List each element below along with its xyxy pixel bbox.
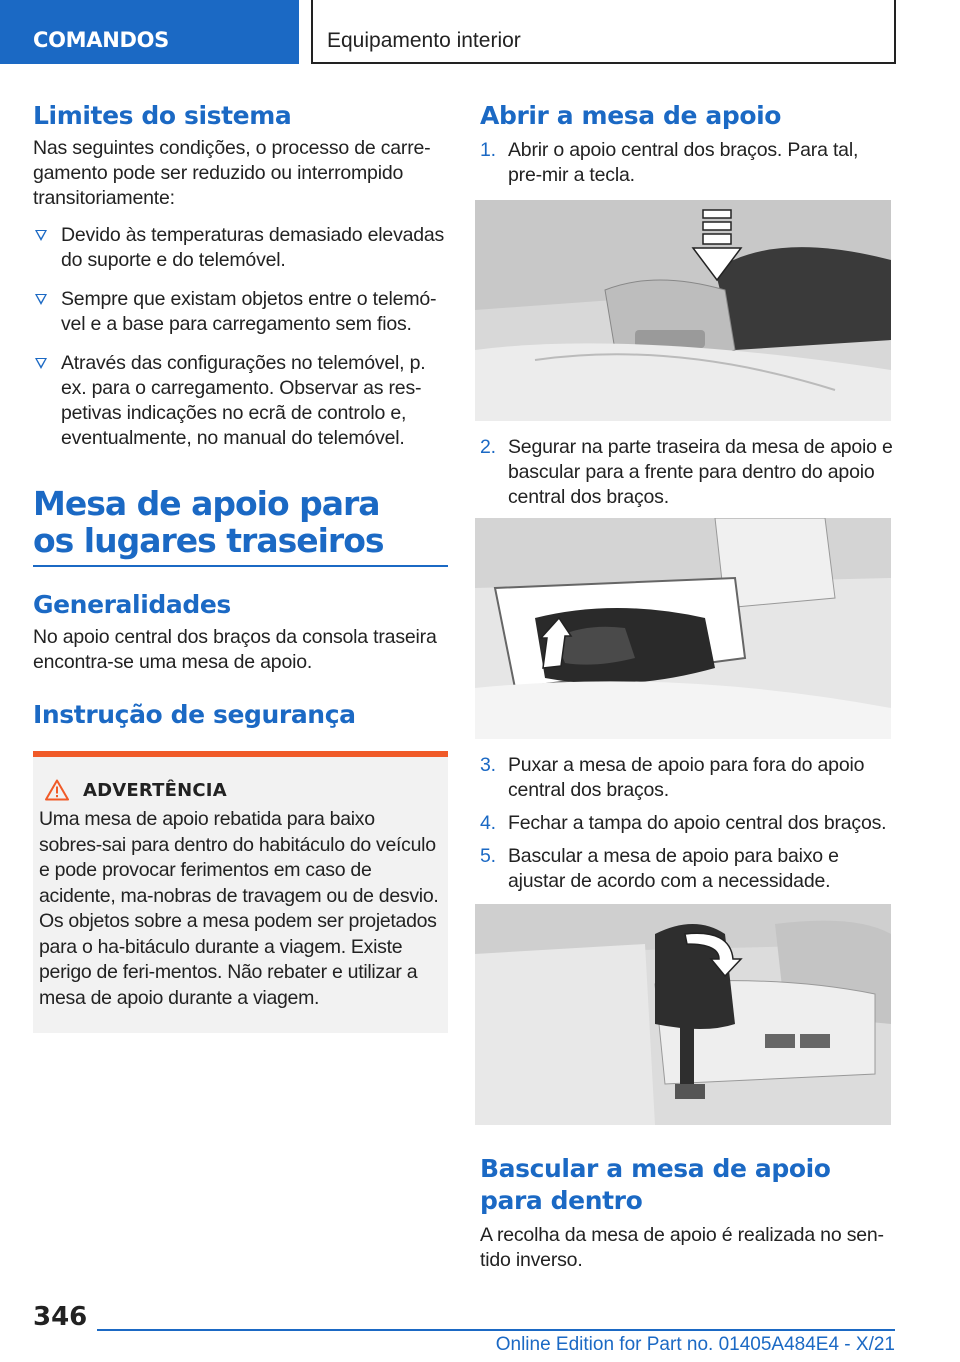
footer-rule (97, 1329, 895, 1331)
left-column (33, 100, 448, 1033)
fold-text: A recolha da mesa de apoio é realizada no sen-tido inverso. (480, 1224, 884, 1271)
warning-label: ADVERTÊNCIA (83, 779, 227, 801)
limits-list (33, 223, 448, 451)
limits-intro: Nas seguintes condições, o processo de carre-gamento pode ser reduzido ou interrompido transitoriamente: (33, 137, 431, 209)
triangle-bullet-icon (35, 230, 47, 241)
list-item: 1. Abrir o apoio central dos braços. Para tal, pre-mir a tecla. (480, 139, 859, 186)
fold-heading: Bascular a mesa de apoio para dentro (480, 1154, 831, 1215)
list-item: 4. Fechar a tampa do apoio central dos braços. (480, 812, 887, 834)
general-heading: Generalidades (33, 590, 231, 619)
list-item: Sempre que existam objetos entre o telemó-vel e a base para carregamento sem fios. (33, 287, 448, 337)
limits-heading: Limites do sistema (33, 101, 292, 130)
steps-list-a (480, 138, 895, 188)
main-heading: Mesa de apoio para os lugares traseiros (33, 484, 384, 560)
warning-box (33, 751, 448, 1033)
list-item: Devido às temperaturas demasiado elevadas do suporte e do telemóvel. (33, 223, 448, 273)
general-text: No apoio central dos braços da consola traseira encontra-se uma mesa de apoio. (33, 626, 437, 673)
table-adjust-photo (475, 904, 891, 1125)
open-heading: Abrir a mesa de apoio (480, 101, 782, 130)
warning-text: Uma mesa de apoio rebatida para baixo sobres-sai para dentro do habitáculo do veículo e pode provocar ferimentos em caso de acidente, ma-nobras de travagem ou de desvio. Os objetos sobre a mesa podem ser projetados para o ha-bitáculo durante a viagem. Existe perigo de feri-mentos. Não rebater e utilizar a mesa de apoio durante a viagem. (39, 808, 439, 1009)
page-number: 346 (33, 1302, 88, 1332)
heading-rule (33, 565, 448, 567)
steps-list-b (480, 435, 895, 510)
triangle-bullet-icon (35, 358, 47, 369)
warning-triangle-icon (45, 779, 69, 801)
warning-header (39, 779, 442, 801)
safety-heading: Instrução de segurança (33, 700, 356, 729)
list-item: 2. Segurar na parte traseira da mesa de apoio e bascular para a frente para dentro do apoio central dos braços. (480, 436, 893, 508)
right-column (480, 100, 895, 1273)
steps-list-c (480, 753, 895, 894)
list-item: 5. Bascular a mesa de apoio para baixo e ajustar de acordo com a necessidade. (480, 845, 839, 892)
chapter-title: Equipamento interior (311, 0, 896, 64)
table-fold-photo (475, 518, 891, 739)
triangle-bullet-icon (35, 294, 47, 305)
footer-edition: Online Edition for Part no. 01405A484E4 - X/21 (495, 1334, 895, 1355)
armrest-button-photo (475, 200, 891, 421)
section-tab: COMANDOS (0, 0, 299, 64)
list-item: 3. Puxar a mesa de apoio para fora do apoio central dos braços. (480, 754, 865, 801)
list-item: Através das configurações no telemóvel, p. ex. para o carregamento. Observar as res-petivas indicações no ecrã de controlo e, eventualmente, no manual do telemóvel. (33, 351, 448, 451)
